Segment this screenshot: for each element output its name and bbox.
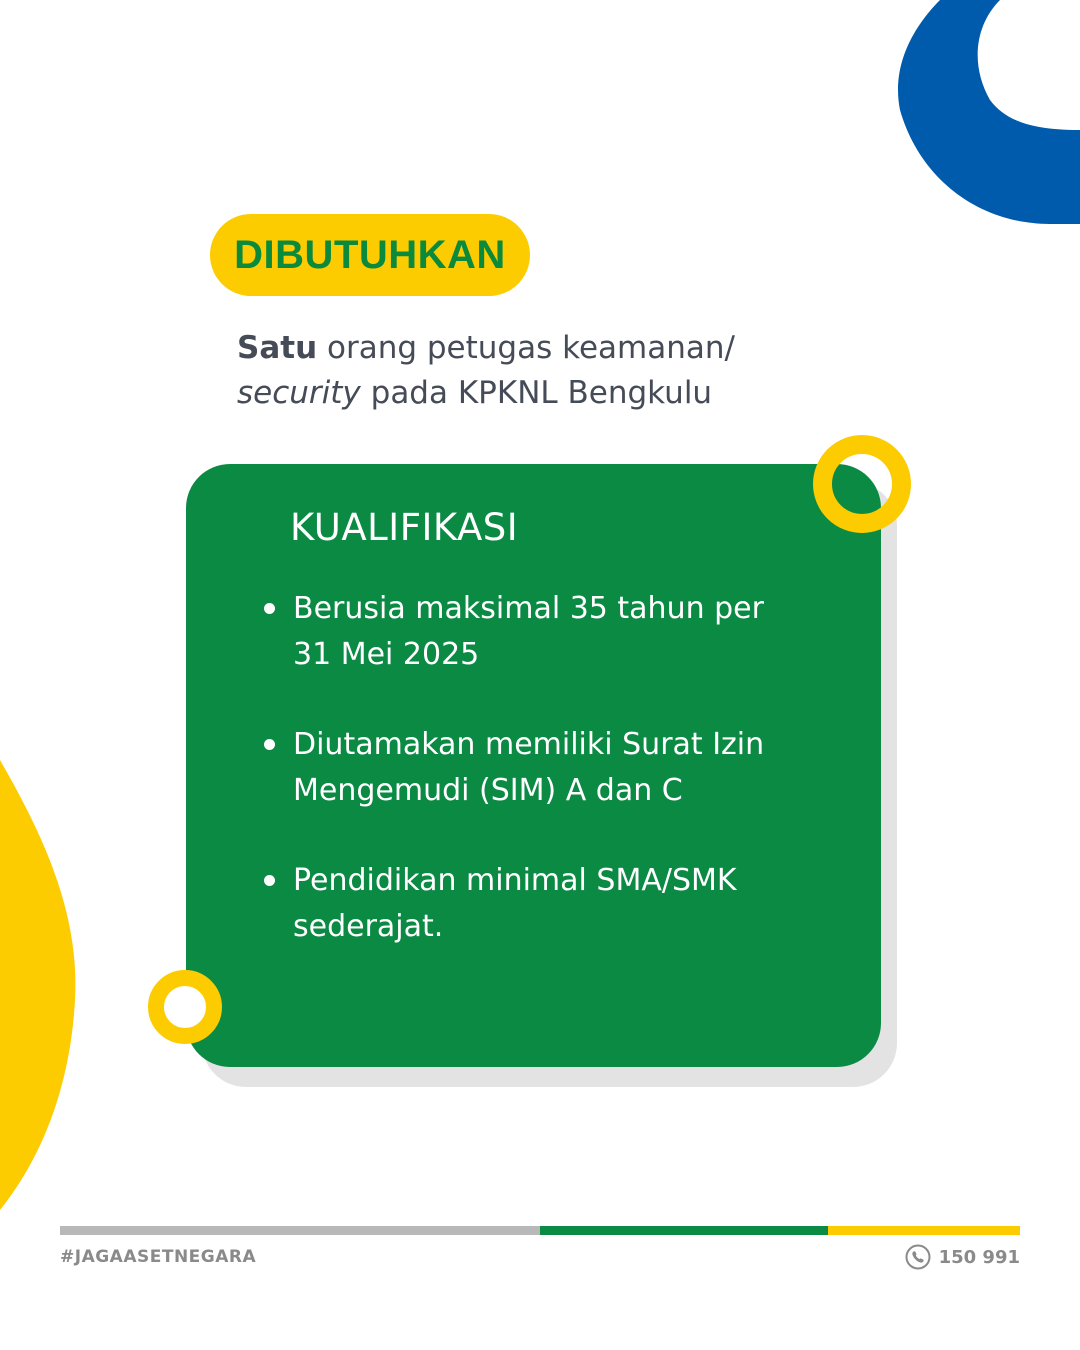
description-line1-rest: orang petugas keamanan/: [317, 330, 735, 366]
list-item-line-2: Mengemudi (SIM) A dan C: [293, 773, 683, 808]
description-line2-rest: pada KPKNL Bengkulu: [360, 375, 713, 411]
list-item: [264, 858, 824, 950]
bullet-icon: [264, 875, 275, 886]
dibutuhkan-badge: [210, 214, 530, 296]
qualification-list: [264, 586, 824, 994]
list-item-line-1: Pendidikan minimal SMA/SMK: [293, 863, 737, 898]
bullet-icon: [264, 739, 275, 750]
footer-bar-green: [540, 1226, 828, 1235]
list-item-line-1: Diutamakan memiliki Surat Izin: [293, 727, 765, 762]
phone-contact: [905, 1244, 1020, 1270]
description-line-2: [237, 371, 877, 416]
yellow-ring-decoration-top: [813, 435, 911, 533]
blue-ring-decoration: [880, 0, 1080, 240]
footer-bar-gray: [60, 1226, 540, 1235]
badge-label: DIBUTUHKAN: [234, 232, 506, 277]
yellow-blob-decoration: [0, 760, 80, 1220]
qualification-card: [186, 464, 881, 1067]
description-bold: Satu: [237, 330, 318, 366]
bullet-icon: [264, 603, 275, 614]
list-item: [264, 722, 824, 814]
vacancy-description: [237, 326, 877, 416]
description-italic: security: [237, 375, 361, 411]
yellow-ring-decoration-bottom: [148, 970, 222, 1044]
qualification-title: KUALIFIKASI: [290, 506, 519, 549]
description-line-1: [237, 326, 877, 371]
list-item-line-2: 31 Mei 2025: [293, 637, 480, 672]
hashtag-label: #JAGAASETNEGARA: [60, 1247, 257, 1267]
phone-icon: [905, 1244, 931, 1270]
phone-number: 150 991: [938, 1246, 1020, 1268]
list-item-line-1: Berusia maksimal 35 tahun per: [293, 591, 764, 626]
list-item: [264, 586, 824, 678]
list-item-line-2: sederajat.: [293, 909, 444, 944]
footer-bar-yellow: [828, 1226, 1020, 1235]
